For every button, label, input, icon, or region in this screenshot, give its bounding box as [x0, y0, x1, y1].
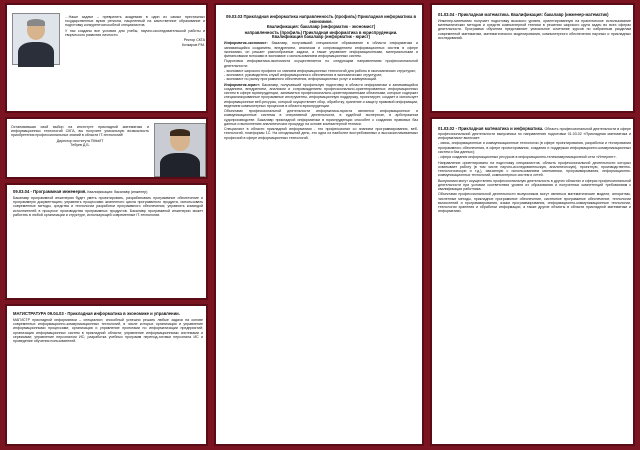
- law-text: Бакалавр, получивший профильную подготовку в области информатики и занимающийся созданием, внедрением, анализом и сопровождением профессионально-ориентированных информационных систем в сфере юриспруденции, занимается профессионально-ориентированными облачными, которые содержат специализированные программные инструменты, информационную поддержку, проектирует, создает и использует информационные веб-ресурсы, который осуществляет сбор, обработку, хранение и защиту правовой информации, ведением компьютерных процессов в области юриспруденции.: [224, 82, 419, 108]
- magistratura-title: МАГИСТРАТУРА 09.04.03 - Прикладная информатика в экономике и управлении.: [13, 311, 180, 316]
- econ-text-2: Подготовка информатика-экономиста осуществляется по следующим направлениям профессиональной деятельности:: [224, 59, 418, 68]
- law-text-2: Объектами профессиональной деятельности информатика-юриста являются информационные и коммуникационные системы в оперативной деятельности, в судебной экспертизе, в арбитражном судопроизводстве. Бакалавр прикладной информатики в юриспруденции способен к созданию правовых баз данных и выполнению аналитических процедур на основе компьютерной техники.: [224, 109, 418, 126]
- prog-eng-title: 09.03.04 - Программная инженерия.: [13, 189, 87, 194]
- magistratura-text: МАГИСТР прикладной информатики – специалист, способный успешно решать любые задачи на основе современных информационно-коммуникационных технологий, в числе которых организация и управление информационными процессами; организация и управление проектами по информатизации предприятий; организация информационных систем в прикладной области; управление информационными системами и сервисами; управление персоналом ИС; разработка учебных программ перепод-готовки персонала ИС и проведение обучения пользователей.: [13, 317, 203, 343]
- applied-math-panel: [430, 3, 635, 113]
- ami-text-5: Объектами профессиональной деятельности выпускников могут являться математические модели, алгоритмы, численные методы, прикладное программное обеспечение, системное программное обеспечение, технологии вычислений и программирования, языки программирования, информационно-коммуникационные технологии, технологии хранения и обработки информации, а также другие объекты в области прикладной математики и информатики.: [438, 192, 631, 214]
- ami-text: Область профессиональной деятельности в сфере профессиональной деятельности выпускника по направлению подготовки 01.03.02 «Прикладная математика и информатика» включает:: [438, 127, 631, 140]
- informatics-title-1: 09.03.03 Прикладная информатика направленность (профиль) Прикладная информатика в экономике.: [225, 14, 417, 24]
- director-panel: [5, 117, 208, 179]
- director-text: Остановившая свой выбор на институте прикладной математики и информационных технологий СКГА, вы получите уникальную возможность приобретения профессиональных знаний в области IT-технологий!: [11, 125, 149, 138]
- prog-eng-qual: Квалификация: бакалавр (инженер): [87, 190, 148, 194]
- rector-quote: …Наше задаче – превратить академию в один из самых престижных государственных вузов региона, нацеленный на качественное образование и подготовку конкурентоспособной специалистов.: [65, 15, 205, 28]
- informatics-qual-2: Квалификация бакалавр (информатик - юрист): [271, 34, 371, 40]
- econ-bullet-2: - экономист, руководитель служб информационного обеспечения в экономических структурах;: [224, 73, 383, 78]
- rector-title: Ректор СКГА: [183, 38, 205, 43]
- director-photo: [154, 123, 206, 177]
- law-text-3: Специалист в области прикладной информатики - это профессионал со знанием программирования, веб-технологий, платформы 1С. На сегодняшний день, это одна из наиболее востребованных и высокооплачиваемых профессий в сфере информационных технологий.: [224, 127, 418, 140]
- econ-bullet-1: - экономист широкого профиля со знанием информационных технологий для работы в экономических структурах;: [224, 68, 416, 73]
- director-title: Директор института ПМиИТ: [56, 138, 104, 143]
- econ-lead: Информатик-экономист:: [224, 41, 268, 46]
- ami-bullet-1: - связь, информационные и коммуникационные технологии (в сфере проектирования, разработки и тестирования программного обеспечения, в сфере проектирования, создания и поддержки информационно-коммуникационных систем и баз данных);: [438, 141, 631, 154]
- ami-text-4: Выпускники могут осуществлять профессиональную деятельность в других областях и сферах профессиональной деятельности при условии соответствия уровня их образования и полученных компетенций требованиям к квалификации работника.: [438, 178, 631, 191]
- rector-photo: [12, 13, 60, 65]
- informatics-panel: [214, 3, 424, 446]
- prog-eng-panel: [5, 183, 208, 300]
- rector-panel: [5, 3, 208, 113]
- prog-eng-text: Бакалавр программной инженерии будет уметь проектировать, разрабатывать программное обеспечение и программную документацию; управлять процессами жизненного цикла программного продукта, использовать современные методы, средства и технологии разработки программного обеспечения; управлять командой исполнителей в процессе производства программных продуктов. Бакалавр программной инженерии может работать в любой организации и структуре, использующей современные IT-технологии.: [13, 195, 203, 217]
- applied-math-informatics-panel: [430, 117, 635, 446]
- director-name: Тебуев Д.Б.: [70, 143, 90, 147]
- applied-math-title: 01.03.04 - Прикладная математика.: [438, 12, 510, 17]
- econ-text: бакалавр, получивший специальное образование в области информатики и занимающийся созданием, внедрением, анализом и сопровождением информационных систем в сфере экономики, он решает разнообразные задачи, а также управляет информационными, материальными и финансовыми потоками в экономике с использованием информационных систем.: [224, 41, 419, 58]
- applied-math-text: Инженер-математик получает подготовку высокого уровня, ориентированную на практическое использование математических методов и средств компьютерной техники в решении широкого круга задач во всех сферах деятельности. Программа обучения представляет уникальное сочетание курсов по избранным разделам современной математики, математического моделирования, компьютерного обеспечения научных и прикладных исследований.: [438, 18, 631, 40]
- econ-bullet-3: - экономист по рынку программного обеспечения, информационных услуг и коммуникаций.: [224, 77, 378, 82]
- ami-title: 01.03.02 - Прикладная математика и информатика.: [438, 126, 544, 131]
- rector-name: Кочкаров Р.М.: [181, 42, 205, 47]
- informatics-qual-1: Квалификация: бакалавр (информатик - экономист): [266, 23, 376, 29]
- ami-text-3: Направление ориентировано на подготовку специалистов, область профессиональной деятельности которых охватывает работу (в том числе научно-исследовательскую, аналитическую), проектную, производственно-технологическую и т.д.), связанную с использованием математики, программирования, информационно-коммуникационных технологий, компьютерных систем и сетей.: [438, 160, 631, 178]
- magistratura-panel: [5, 304, 208, 446]
- rector-quote-2: У нас созданы все условия для учебы, научно-исследовательской работы и творческого развития личности.: [65, 28, 205, 37]
- ami-bullet-2: - сфера создания информационных ресурсов в информационно-телекоммуникационной сети «Интернет».: [438, 155, 617, 160]
- law-lead: Информатик-юрист:: [224, 82, 261, 87]
- applied-math-qual: Квалификация: бакалавр (инженер-математик): [510, 12, 609, 17]
- informatics-title-2: направленность (профиль) Прикладная информатика в юриспруденции.: [244, 29, 398, 35]
